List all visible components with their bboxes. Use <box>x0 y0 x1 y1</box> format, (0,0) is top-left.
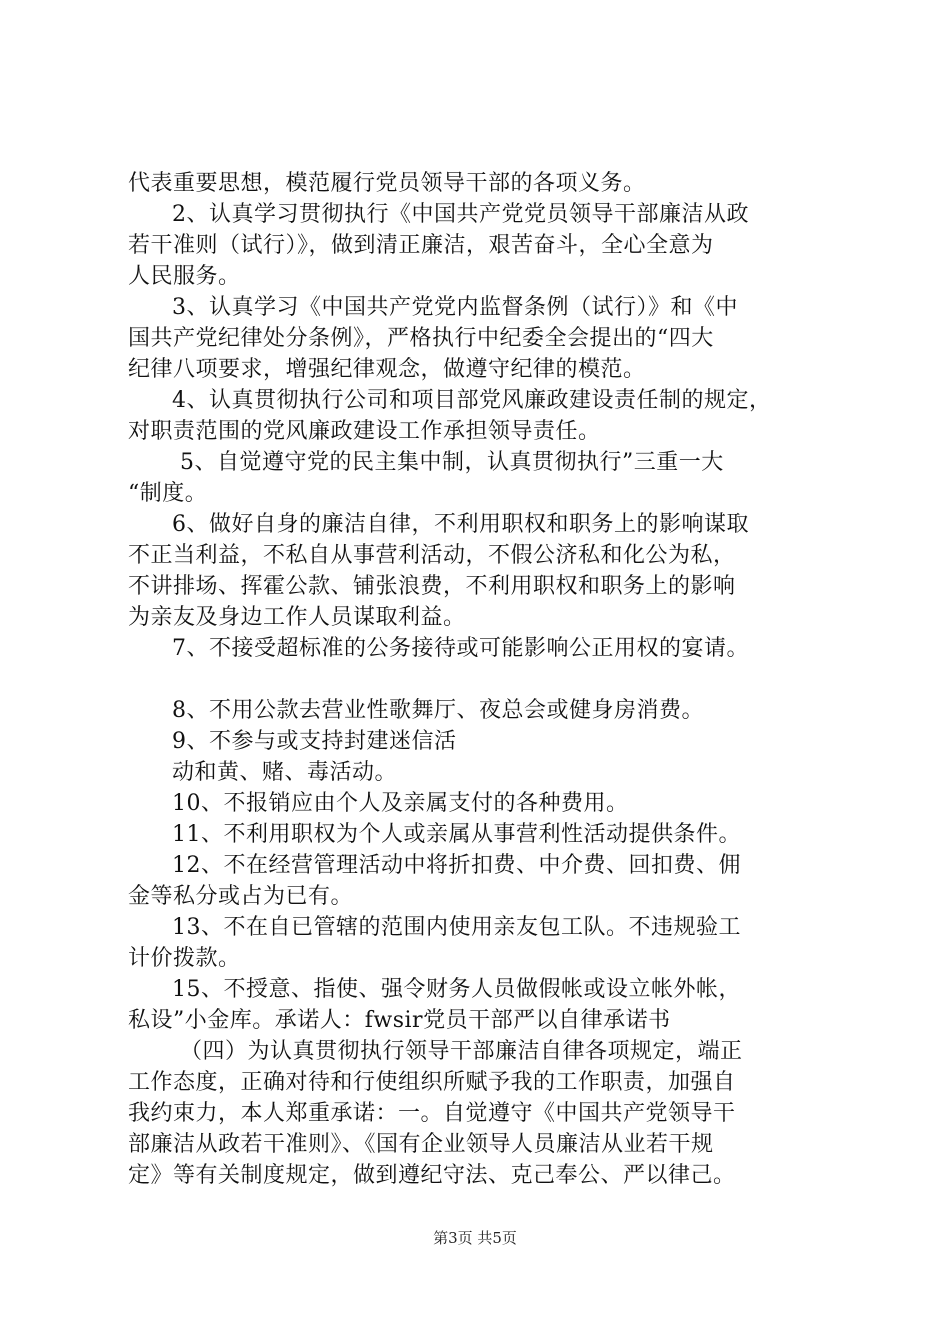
text-line: 6、做好自身的廉洁自律，不利用职权和职务上的影响谋取 <box>172 512 749 537</box>
text-line: 人民服务。 <box>128 264 241 289</box>
text-line: （四）为认真贯彻执行领导干部廉洁自律各项规定，端正 <box>180 1039 743 1064</box>
text-line: 若干准则（试行）》，做到清正廉洁，艰苦奋斗，全心全意为 <box>128 233 714 258</box>
text-line: 11、不利用职权为个人或亲属从事营利性活动提供条件。 <box>172 822 741 847</box>
text-line: 15、不授意、指使、强令财务人员做假帐或设立帐外帐， <box>172 977 741 1002</box>
text-line: 工作态度，正确对待和行使组织所赋予我的工作职责，加强自 <box>128 1070 736 1095</box>
page-footer: 第3页 共5页 <box>433 1229 517 1247</box>
text-line: 对职责范围的党风廉政建设工作承担领导责任。 <box>128 419 601 444</box>
text-line: 私设”小金库。承诺人：fwsir党员干部严以自律承诺书 <box>128 1008 671 1033</box>
text-line: 9、不参与或支持封建迷信活 <box>172 729 457 754</box>
text-line: 我约束力，本人郑重承诺：一。自觉遵守《中国共产党领导干 <box>128 1101 736 1126</box>
text-line <box>128 664 848 695</box>
text-line: 定》等有关制度规定，做到遵纪守法、克己奉公、严以律己。 <box>128 1163 736 1188</box>
text-line: 5、自觉遵守党的民主集中制，认真贯彻执行”三重一大 <box>180 450 724 475</box>
text-line: 3、认真学习《中国共产党党内监督条例（试行）》和《中 <box>172 295 738 320</box>
text-line: 部廉洁从政若干准则》、《国有企业领导人员廉洁从业若干规 <box>128 1132 714 1157</box>
text-line: 7、不接受超标准的公务接待或可能影响公正用权的宴请。 <box>172 636 749 661</box>
text-line: 不正当利益，不私自从事营利活动，不假公济私和化公为私， <box>128 543 736 568</box>
text-line: 2、认真学习贯彻执行《中国共产党党员领导干部廉洁从政 <box>172 202 749 227</box>
text-line: 国共产党纪律处分条例》，严格执行中纪委全会提出的“四大 <box>128 326 714 351</box>
text-line: 4、认真贯彻执行公司和项目部党风廉政建设责任制的规定， <box>172 388 772 413</box>
text-line: 计价拨款。 <box>128 946 241 971</box>
text-line: 代表重要思想，模范履行党员领导干部的各项义务。 <box>128 171 646 196</box>
text-line: 纪律八项要求，增强纪律观念，做遵守纪律的模范。 <box>128 357 646 382</box>
text-line: 金等私分或占为已有。 <box>128 884 354 909</box>
text-line: “制度。 <box>128 481 208 506</box>
text-line: 8、不用公款去营业性歌舞厅、夜总会或健身房消费。 <box>172 698 704 723</box>
text-line: 10、不报销应由个人及亲属支付的各种费用。 <box>172 791 629 816</box>
text-line: 不讲排场、挥霍公款、铺张浪费，不利用职权和职务上的影响 <box>128 574 736 599</box>
text-line: 13、不在自已管辖的范围内使用亲友包工队。不违规验工 <box>172 915 741 940</box>
document-body <box>128 168 848 1191</box>
text-line: 12、不在经营管理活动中将折扣费、中介费、回扣费、佣 <box>172 853 741 878</box>
text-line: 为亲友及身边工作人员谋取利益。 <box>128 605 466 630</box>
text-line: 动和黄、赌、毒活动。 <box>172 760 398 785</box>
